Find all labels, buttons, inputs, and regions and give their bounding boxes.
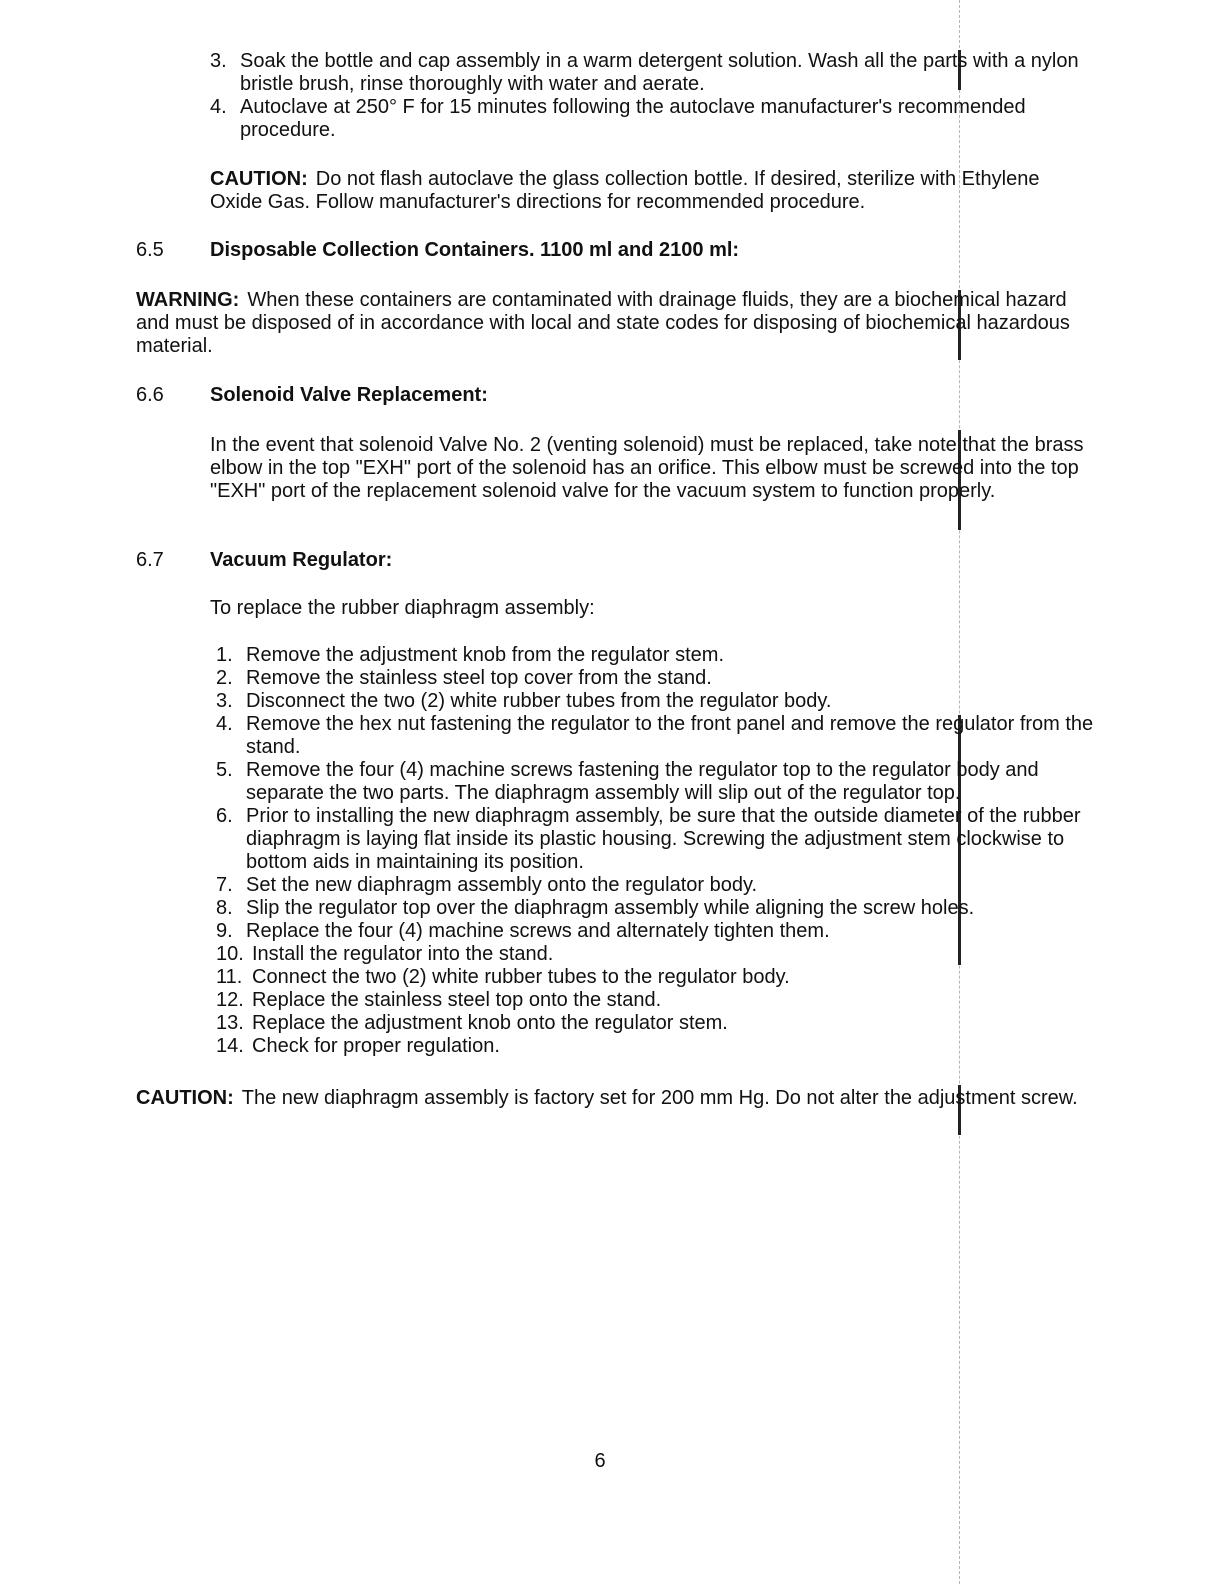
list-item: [216, 805, 1106, 874]
step-number: 12.: [216, 989, 244, 1011]
list-item: [216, 667, 1106, 690]
step-text: Soak the bottle and cap assembly in a warm detergent solution. Wash all the parts with a nylon bristle brush, rinse thoroughly with water and aerate.: [240, 50, 1079, 95]
caution-text: The new diaphragm assembly is factory set for 200 mm Hg. Do not alter the adjustment screw.: [241, 1087, 1078, 1109]
warning-label: WARNING:: [136, 289, 240, 311]
warning-note: [136, 289, 1086, 358]
list-item: [216, 966, 1106, 989]
list-item: [216, 690, 1106, 713]
step-text: Remove the stainless steel top cover from the stand.: [246, 667, 712, 689]
list-item: [210, 96, 1100, 142]
step-number: 8.: [216, 897, 233, 919]
step-text: Remove the four (4) machine screws fastening the regulator top to the regulator body and separate the two parts. The diaphragm assembly will slip out of the regulator top.: [246, 759, 1039, 804]
step-number: 11.: [216, 966, 243, 988]
section-number: 6.5: [136, 239, 164, 261]
section-title: Solenoid Valve Replacement:: [210, 384, 488, 406]
top-steps-list: [210, 50, 1100, 142]
list-item: [216, 874, 1106, 897]
step-text: Replace the four (4) machine screws and alternately tighten them.: [246, 920, 830, 942]
step-text: Connect the two (2) white rubber tubes to the regulator body.: [252, 966, 790, 988]
list-item: [216, 1035, 1106, 1058]
step-text: Prior to installing the new diaphragm assembly, be sure that the outside diameter of the rubber diaphragm is laying flat inside its plastic housing. Screwing the adjustment stem clockwise to bottom aids in maintaining its position.: [246, 805, 1081, 873]
list-item: [216, 989, 1106, 1012]
step-number: 7.: [216, 874, 233, 896]
step-text: Install the regulator into the stand.: [252, 943, 554, 965]
step-text: Set the new diaphragm assembly onto the regulator body.: [246, 874, 758, 896]
list-item: [216, 713, 1106, 759]
step-number: 9.: [216, 920, 233, 942]
step-text: Replace the stainless steel top onto the stand.: [252, 989, 662, 1011]
regulator-steps-list: [216, 644, 1106, 1058]
step-number: 3.: [216, 690, 233, 712]
list-item: [216, 897, 1106, 920]
page-number: 6: [594, 1450, 606, 1472]
list-item: [216, 1012, 1106, 1035]
step-text: Check for proper regulation.: [252, 1035, 500, 1057]
step-number: 5.: [216, 759, 233, 781]
step-number: 14.: [216, 1035, 244, 1057]
step-number: 4.: [210, 96, 227, 118]
step-text: Remove the hex nut fastening the regulator to the front panel and remove the regulator from the stand.: [246, 713, 1094, 758]
step-text: Replace the adjustment knob onto the regulator stem.: [252, 1012, 728, 1034]
step-number: 3.: [210, 50, 227, 72]
step-text: Autoclave at 250° F for 15 minutes following the autoclave manufacturer's recommended procedure.: [240, 96, 1026, 141]
step-text: Remove the adjustment knob from the regulator stem.: [246, 644, 725, 666]
step-number: 2.: [216, 667, 233, 689]
caution-note: [136, 1087, 1106, 1110]
section-title: Vacuum Regulator:: [210, 549, 393, 571]
list-item: [216, 920, 1106, 943]
caution-note: [210, 168, 1090, 214]
warning-text: When these containers are contaminated with drainage fluids, they are a biochemical hazard and must be disposed of in accordance with local and state codes for disposing of biochemical hazardous material.: [136, 289, 1070, 357]
section-body: In the event that solenoid Valve No. 2 (venting solenoid) must be replaced, take note that the brass elbow in the top "EXH" port of the solenoid has an orifice. This elbow must be screwed into the top "EXH" port of the replacement solenoid valve for the vacuum system to function properly.: [210, 434, 1084, 502]
caution-label: CAUTION:: [210, 168, 308, 190]
step-number: 6.: [216, 805, 233, 827]
step-number: 4.: [216, 713, 233, 735]
list-item: [216, 759, 1106, 805]
step-text: Disconnect the two (2) white rubber tubes from the regulator body.: [246, 690, 832, 712]
step-number: 13.: [216, 1012, 244, 1034]
caution-text: Do not flash autoclave the glass collection bottle. If desired, sterilize with Ethylene Oxide Gas. Follow manufacturer's directions for recommended procedure.: [210, 168, 1040, 213]
section-intro: To replace the rubber diaphragm assembly:: [210, 597, 595, 619]
step-number: 1.: [216, 644, 233, 666]
list-item: [216, 943, 1106, 966]
list-item: [216, 644, 1106, 667]
caution-label: CAUTION:: [136, 1087, 234, 1109]
list-item: [210, 50, 1100, 96]
section-title: Disposable Collection Containers. 1100 ml and 2100 ml:: [210, 239, 740, 261]
section-number: 6.6: [136, 384, 164, 406]
section-number: 6.7: [136, 549, 164, 571]
step-number: 10.: [216, 943, 244, 965]
step-text: Slip the regulator top over the diaphragm assembly while aligning the screw holes.: [246, 897, 975, 919]
